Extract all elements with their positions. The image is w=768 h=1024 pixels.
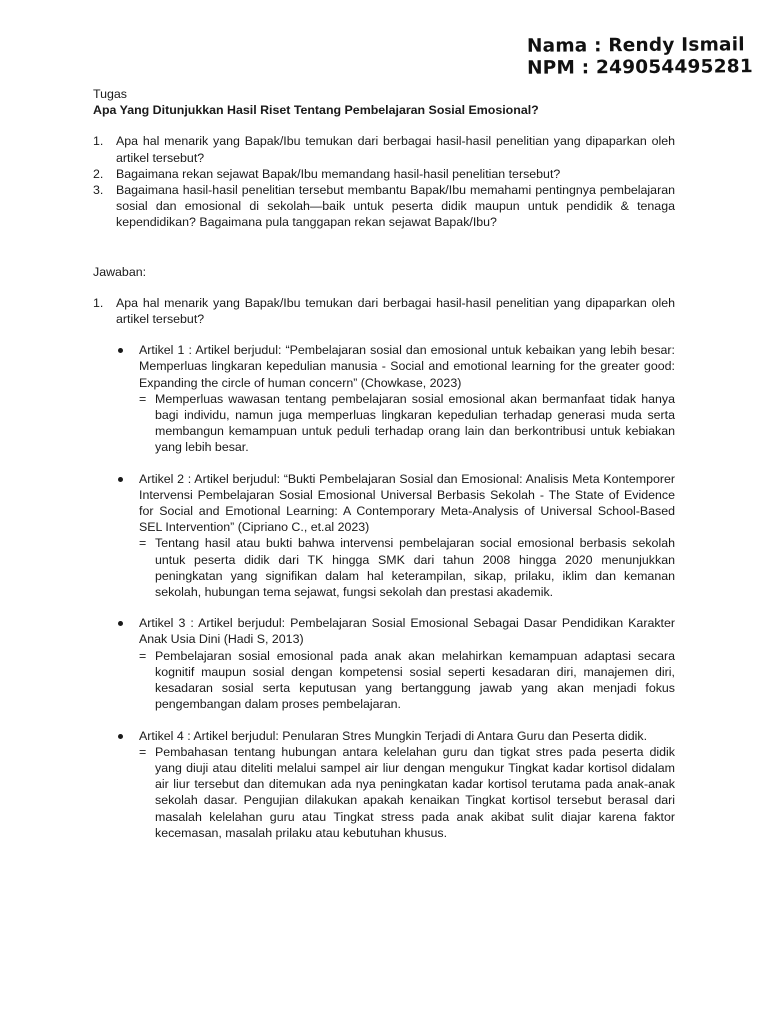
document-body [93, 86, 675, 841]
article-title: Artikel 3 : Artikel berjudul: Pembelajaran Sosial Emosional Sebagai Dasar Pendidikan Karakter Anak Usia Dini (Hadi S, 2013) [139, 616, 675, 647]
article-summary: = Tentang hasil atau bukti bahwa intervensi pembelajaran social emosional berbasis sekolah untuk peserta didik dari TK hingga SMK dari tahun 2008 hingga 2020 menunjukkan peningkatan yang signifikan dalam hal keterampilan, sikap, prilaku, iklim dan kemanan sekolah, hubungan tema sejawat, fungsi sekolah dan prestasi akademik. [139, 536, 675, 600]
article-summary: = Memperluas wawasan tentang pembelajaran sosial emosional akan bermanfaat tidak hanya bagi individu, namun juga memperluas lingkaran kepedulian terhadap generasi muda serta membangun kemampuan untuk peduli terhadap orang lain dan berkontribusi untuk kebiakan yang lebih besar. [139, 391, 675, 455]
question-list [93, 133, 675, 230]
article-item [116, 471, 675, 601]
question-text: Bagaimana rekan sejawat Bapak/Ibu memandang hasil-hasil penelitian tersebut? [116, 166, 561, 181]
task-label: Tugas [93, 87, 127, 101]
article-summary: = Pembelajaran sosial emosional pada anak akan melahirkan kemampuan adaptasi secara kognitif maupun sosial dengan kompetensi sosial seperti kesadaran diri, manajemen diri, kesadaran sosial serta keputusan yang bertanggung jawab yang akan menjadi fokus pengembangan dalam proses pembelajaran. [139, 648, 675, 712]
question-item: 1. Apa hal menarik yang Bapak/Ibu temukan dari berbagai hasil-hasil penelitian yang dipaparkan oleh artikel tersebut? [93, 134, 675, 165]
question-item: 3. Bagaimana hasil-hasil penelitian tersebut membantu Bapak/Ibu memahami pentingnya pembelajaran sosial dan emosional di sekolah—baik untuk peserta didik maupun untuk pendidik & tenaga kependidikan? Bagaimana pula tanggapan rekan sejawat Bapak/Ibu? [93, 183, 675, 230]
question-item: 1. Apa hal menarik yang Bapak/Ibu temukan dari berbagai hasil-hasil penelitian yang dipaparkan oleh artikel tersebut? [93, 295, 675, 327]
answer-label: Jawaban: [93, 264, 147, 279]
question-text: Apa hal menarik yang Bapak/Ibu temukan dari berbagai hasil-hasil penelitian yang dipaparkan oleh artikel tersebut? [116, 134, 675, 165]
question-text: Bagaimana hasil-hasil penelitian tersebut membantu Bapak/Ibu memahami pentingnya pembelajaran sosial dan emosional di sekolah—baik untuk peserta didik maupun untuk pendidik & tenaga kependidikan? Bagaimana pula tanggapan rekan sejawat Bapak/Ibu? [116, 183, 675, 230]
bullet-icon [118, 477, 123, 482]
article-summary: = Pembahasan tentang hubungan antara kelelahan guru dan tigkat stres pada peserta didik yang diuji atau diteliti melalui sampel air liur dengan mengukur Tingkat kadar kortisol didalam air liur tersebut dan ditemukan ada nya peningkatan kadar kortisol terutama pada anak-anak sekolah dasar. Pengujian dilakukan apakah kenaikan Tingkat kortisol tersebut berasal dari masalah kelelahan guru atau Tingkat stress pada anak akibat sulit diajar karena faktor kecemasan, masalah prilaku atau kebutuhan khusus. [139, 744, 675, 840]
article-item [116, 728, 675, 841]
article-item [116, 342, 675, 455]
bullet-icon [118, 621, 123, 626]
article-list [116, 342, 675, 841]
student-npm: NPM : 249054495281 [527, 56, 753, 79]
question-item: 2. Bagaimana rekan sejawat Bapak/Ibu memandang hasil-hasil penelitian tersebut? [93, 166, 561, 181]
question-text: Apa hal menarik yang Bapak/Ibu temukan dari berbagai hasil-hasil penelitian yang dipaparkan oleh artikel tersebut? [116, 295, 675, 327]
article-title: Artikel 1 : Artikel berjudul: “Pembelajaran sosial dan emosional untuk kebaikan yang lebih besar: Memperluas lingkaran kepedulian manusia - Social and emotional learning for the greater good: Expanding the circle of human concern” (Chowkase, 2023) [139, 343, 675, 390]
student-identity [527, 34, 753, 80]
bullet-icon [118, 734, 123, 739]
answer-question [93, 295, 675, 327]
task-title: Apa Yang Ditunjukkan Hasil Riset Tentang Pembelajaran Sosial Emosional? [93, 103, 539, 118]
article-title: Artikel 4 : Artikel berjudul: Penularan Stres Mungkin Terjadi di Antara Guru dan Peserta didik. [139, 728, 648, 743]
student-name: Nama : Rendy Ismail [526, 34, 745, 57]
bullet-icon [118, 348, 123, 353]
article-title: Artikel 2 : Artikel berjudul: “Bukti Pembelajaran Sosial dan Emosional: Analisis Meta Kontemporer Intervensi Pembelajaran Sosial Emosional Universal Berbasis Sekolah - The State of Evidence for Social and Emotional Learning: A Contemporary Meta-Analysis of Universal School-Based SEL Intervention” (Cipriano C., et.al 2023) [139, 471, 675, 535]
article-item [116, 615, 675, 712]
